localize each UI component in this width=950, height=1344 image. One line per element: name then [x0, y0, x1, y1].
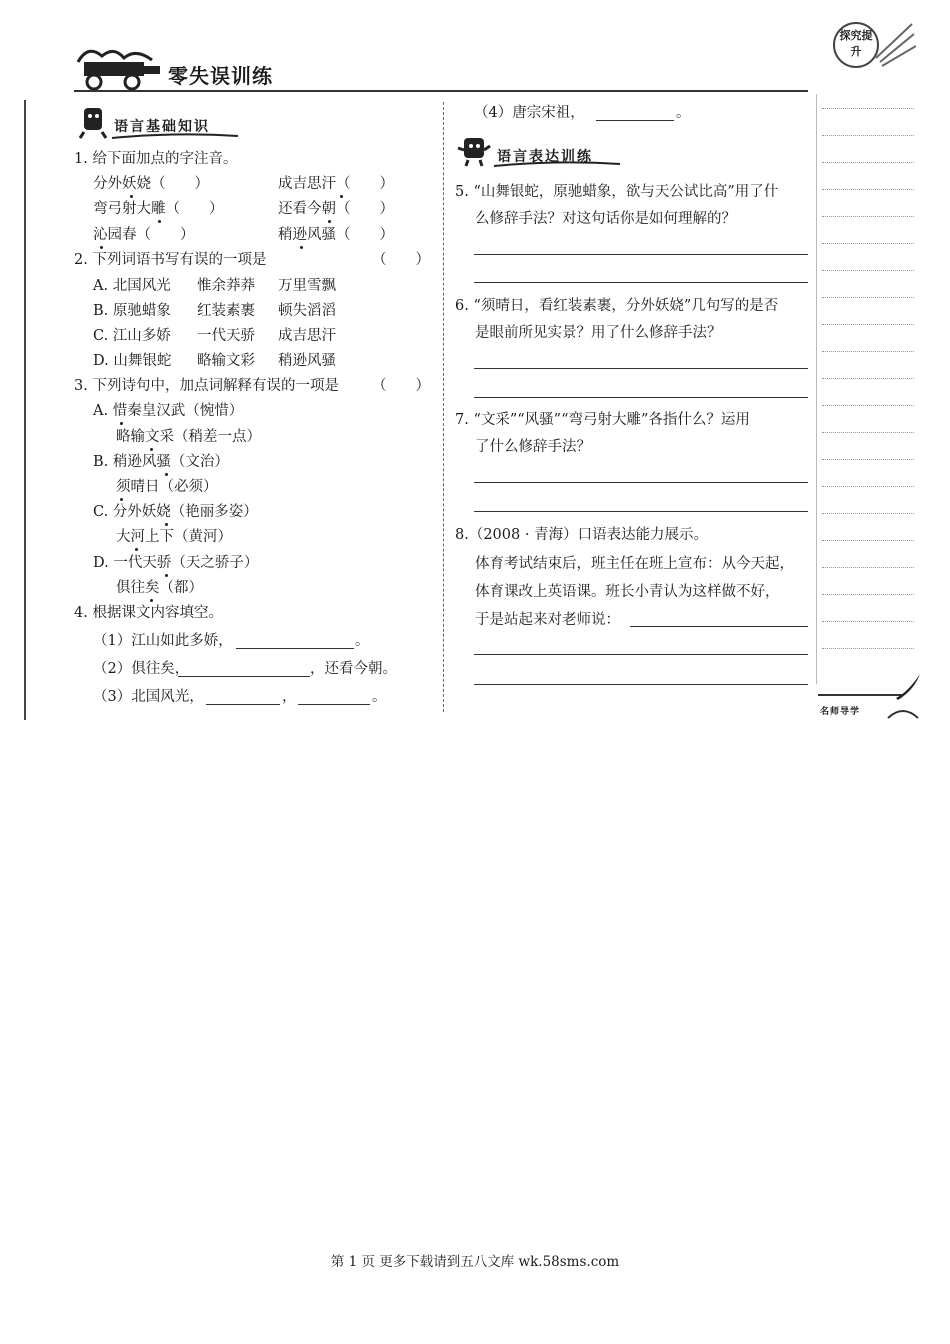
q2-option: B. 原驰蜡象 — [93, 303, 171, 319]
q1-item: 稍逊风骚（ ） — [278, 227, 394, 243]
margin-note-line — [822, 432, 914, 433]
margin-note-line — [822, 378, 914, 379]
badge-swoosh-icon — [872, 18, 916, 68]
q3-option: 俱往矣（都） — [116, 580, 203, 596]
emphasis-dot — [135, 548, 138, 551]
q2-stem: 2. 下列词语书写有误的一项是 — [74, 252, 267, 268]
section-badge: 探究提升 — [833, 22, 879, 68]
answer-line[interactable] — [474, 654, 808, 655]
margin-note-line — [822, 270, 914, 271]
q4-item-2: （2）俱往矣， — [93, 661, 190, 677]
q6-line: 是眼前所见实景？用了什么修辞手法？ — [475, 325, 722, 341]
margin-note-line — [822, 243, 914, 244]
margin-note-line — [822, 216, 914, 217]
q7-line: 了什么修辞手法？ — [475, 439, 591, 455]
q2-option: 顿失滔滔 — [278, 303, 336, 319]
q2-option: 稍逊风骚 — [278, 353, 336, 369]
margin-note-line — [822, 459, 914, 460]
q8-line: 体育课改上英语课。班长小青认为这样做不好， — [475, 584, 780, 600]
answer-blank[interactable] — [236, 648, 354, 649]
q4-punct: 。 — [355, 633, 370, 649]
header-illustration — [74, 42, 162, 92]
q3-option: A. 惜秦皇汉武（惋惜） — [93, 403, 244, 419]
emphasis-dot — [120, 498, 123, 501]
q2-answer-paren: （ ） — [372, 252, 430, 268]
q1-item: 弯弓射大雕（ ） — [93, 201, 224, 217]
margin-note-line — [822, 108, 914, 109]
margin-note-line — [822, 594, 914, 595]
q4-item-1: （1）江山如此多娇， — [93, 633, 233, 649]
answer-line[interactable] — [474, 397, 808, 398]
margin-bottom-rule — [818, 694, 902, 696]
emphasis-dot — [150, 599, 153, 602]
q5-line: 5. “山舞银蛇，原驰蜡象，欲与天公试比高”用了什 — [455, 184, 779, 200]
q1-item: 沁园春（ ） — [93, 227, 195, 243]
section-heading-expression: 语言表达训练 — [497, 149, 593, 165]
q2-option: 一代天骄 — [197, 328, 255, 344]
q4-punct: 。 — [676, 105, 691, 121]
header-rule — [74, 90, 808, 92]
emphasis-dot — [328, 220, 331, 223]
q2-option: 红装素裹 — [197, 303, 255, 319]
q2-option: 万里雪飘 — [278, 278, 336, 294]
q1-stem: 1. 给下面加点的字注音。 — [74, 151, 238, 167]
answer-line[interactable] — [474, 511, 808, 512]
q6-line: 6. “须晴日，看红装素裹，分外妖娆”几句写的是否 — [455, 298, 779, 314]
margin-note-line — [822, 162, 914, 163]
feather-icon — [894, 672, 924, 702]
emphasis-dot — [165, 523, 168, 526]
q3-option: C. 分外妖娆（艳丽多姿） — [93, 504, 258, 520]
answer-line[interactable] — [474, 254, 808, 255]
q8-line: 8.（2008 · 青海）口语表达能力展示。 — [455, 527, 709, 543]
answer-line[interactable] — [474, 684, 808, 685]
q5-line: 么修辞手法？对这句话你是如何理解的？ — [475, 211, 736, 227]
answer-blank[interactable] — [596, 120, 674, 121]
emphasis-dot — [300, 246, 303, 249]
margin-note-line — [822, 621, 914, 622]
emphasis-dot — [130, 195, 133, 198]
q1-item: 分外妖娆（ ） — [93, 176, 209, 192]
emphasis-dot — [100, 246, 103, 249]
q3-option: 须晴日（必须） — [116, 479, 218, 495]
emphasis-dot — [165, 574, 168, 577]
q2-option: D. 山舞银蛇 — [93, 353, 172, 369]
q4-item-2-tail: ，还看今朝。 — [310, 661, 397, 677]
margin-note-line — [822, 513, 914, 514]
heading-underline — [492, 158, 624, 170]
q4-punct: 。 — [372, 689, 387, 705]
margin-note-line — [822, 189, 914, 190]
heading-underline — [110, 130, 242, 142]
answer-line[interactable] — [474, 368, 808, 369]
page-title: 零失误训练 — [168, 64, 273, 88]
answer-blank[interactable] — [178, 676, 310, 677]
q4-item-4: （4）唐宗宋祖， — [474, 105, 585, 121]
q2-option: C. 江山多娇 — [93, 328, 171, 344]
emphasis-dot — [120, 422, 123, 425]
q8-line: 体育考试结束后，班主任在班上宣布：从今天起， — [475, 556, 794, 572]
page-arc-icon — [886, 704, 920, 720]
mascot-icon — [76, 104, 110, 140]
margin-notes-border — [816, 94, 817, 684]
q2-option: A. 北国风光 — [93, 278, 171, 294]
answer-line[interactable] — [630, 626, 808, 627]
q4-item-3: （3）北国风光， — [93, 689, 204, 705]
q3-option: D. 一代天骄（天之骄子） — [93, 555, 259, 571]
side-label: 名师导学 — [820, 707, 861, 717]
left-margin-rule — [24, 100, 26, 720]
section-heading-basic: 语言基础知识 — [114, 119, 210, 135]
margin-note-line — [822, 351, 914, 352]
emphasis-dot — [150, 448, 153, 451]
q8-line: 于是站起来对老师说： — [475, 612, 620, 628]
q3-option: B. 稍逊风骚（文治） — [93, 454, 229, 470]
q3-stem: 3. 下列诗句中，加点词解释有误的一项是 — [74, 378, 339, 394]
margin-note-line — [822, 648, 914, 649]
answer-line[interactable] — [474, 482, 808, 483]
margin-note-line — [822, 297, 914, 298]
margin-note-line — [822, 135, 914, 136]
margin-note-line — [822, 324, 914, 325]
q4-punct: ， — [282, 689, 297, 705]
q1-item: 成吉思汗（ ） — [278, 176, 394, 192]
emphasis-dot — [340, 195, 343, 198]
margin-note-line — [822, 540, 914, 541]
emphasis-dot — [165, 473, 168, 476]
q2-option: 惟余莽莽 — [197, 278, 255, 294]
column-divider — [443, 102, 444, 712]
q1-item: 还看今朝（ ） — [278, 201, 394, 217]
q3-answer-paren: （ ） — [372, 378, 430, 394]
q4-stem: 4. 根据课文内容填空。 — [74, 605, 223, 621]
answer-line[interactable] — [474, 282, 808, 283]
answer-blank[interactable] — [298, 704, 370, 705]
mascot-icon — [456, 134, 492, 168]
q3-option: 略输文采（稍差一点） — [116, 429, 261, 445]
q2-option: 略输文彩 — [197, 353, 255, 369]
q2-option: 成吉思汗 — [278, 328, 336, 344]
margin-note-line — [822, 486, 914, 487]
margin-note-line — [822, 405, 914, 406]
emphasis-dot — [158, 220, 161, 223]
q7-line: 7. “文采”“风骚”“弯弓射大雕”各指什么？运用 — [455, 412, 750, 428]
page-footer: 第 1 页 更多下载请到五八文库 wk.58sms.com — [330, 1254, 620, 1270]
q3-option: 大河上下（黄河） — [116, 529, 232, 545]
answer-blank[interactable] — [206, 704, 280, 705]
margin-note-line — [822, 567, 914, 568]
